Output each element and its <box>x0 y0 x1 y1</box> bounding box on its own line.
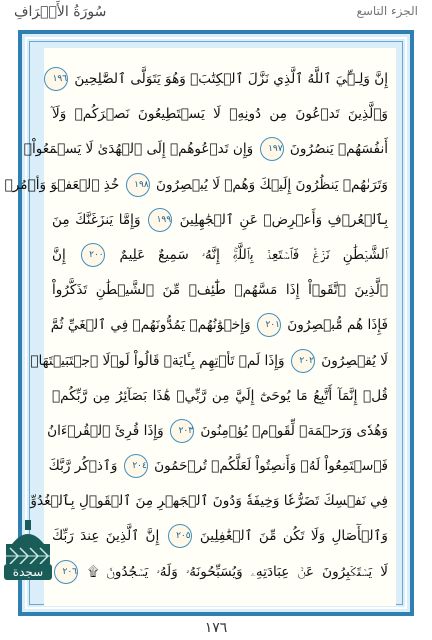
ayah-text: وَإِمَّا يَنزَغَنَّكَ مِنَ <box>52 211 141 228</box>
ayah-number-marker: ٢٠٢ <box>291 349 315 373</box>
ayah-text: ٱلشَّيۡطَٰنِ نَزۡغٞ فَٱسۡتَعِذۡ بِٱللَّهِۚ إِنَّهُۥ سَمِيعٌ عَلِيمٌ <box>119 246 388 263</box>
ayah-number-marker: ٢٠٤ <box>124 454 148 478</box>
ayah-text: وَإِن تَدۡعُوهُمۡ إِلَى ٱلۡهُدَىٰ لَا يَسۡمَعُواْۖ <box>23 141 254 158</box>
text-line <box>4 168 388 203</box>
ayah-text: وَٱلۡأٓصَالِ وَلَا تَكُن مِّنَ ٱلۡغَٰفِلِينَ <box>199 528 388 545</box>
text-line <box>48 449 388 484</box>
text-line <box>52 379 388 414</box>
text-line <box>47 414 388 449</box>
surah-name: سُورَةُ الأَعۡرَافِ <box>14 4 107 20</box>
sajda-badge <box>2 518 54 584</box>
ayah-text: وَٱلَّذِينَ تَدۡعُونَ مِن دُونِهِۦ لَا يَسۡتَطِيعُونَ نَصۡرَكُمۡ وَلَآ <box>52 106 388 123</box>
ayah-number-marker: ٢٠٣ <box>170 419 194 443</box>
ayah-text: خُذِ ٱلۡعَفۡوَ وَأۡمُرۡ <box>4 176 120 193</box>
page-header <box>0 0 432 34</box>
text-line <box>52 555 388 590</box>
ayah-text: لَا يَسۡتَكۡبِرُونَ عَنۡ عِبَادَتِهِۦ وَيُسَبِّحُونَهُۥ وَلَهُۥ يَسۡجُدُونَۤ ۩ <box>88 563 388 580</box>
ayah-number-marker: ١٩٩ <box>148 208 172 232</box>
ayah-number-marker: ٢٠٦ <box>54 560 78 584</box>
ayah-text: وَإِخۡوَٰنُهُمۡ يَمُدُّونَهُمۡ فِي ٱلۡغَيِّ ثُمَّ <box>50 317 251 334</box>
ayah-number-marker: ٢٠١ <box>257 313 281 337</box>
ayah-text: وَهُدٗى وَرَحۡمَةٞ لِّقَوۡمٖ يُؤۡمِنُونَ <box>200 422 388 439</box>
page-number: ١٧٦ <box>204 620 228 636</box>
text-line <box>30 484 388 519</box>
ayah-text: فِي نَفۡسِكَ تَضَرُّعٗا وَخِيفَةٗ وَدُونَ ٱلۡجَهۡرِ مِنَ ٱلۡقَوۡلِ بِٱلۡغُدُوِّ <box>30 493 388 510</box>
juz-name: الجزء التاسع <box>356 4 418 18</box>
text-line <box>52 97 388 132</box>
text-line <box>52 308 388 343</box>
ayah-text: إِنَّ ٱلَّذِينَ عِندَ رَبِّكَ <box>52 528 160 545</box>
ayah-text: بِٱلۡعُرۡفِ وَأَعۡرِضۡ عَنِ ٱلۡجَٰهِلِينَ <box>179 211 389 228</box>
ayah-text: وَإِذَا قُرِئَ ٱلۡقُرۡءَانُ <box>47 422 164 439</box>
text-line <box>30 344 388 379</box>
ayah-number-marker: ٢٠٥ <box>168 524 192 548</box>
text-line <box>23 132 388 167</box>
ayah-text: إِنَّ <box>52 246 66 263</box>
mosque-icon <box>2 518 54 566</box>
ayah-text: لَا يُقۡصِرُونَ <box>321 352 388 369</box>
ayah-text: أَنفُسَهُمۡ يَنصُرُونَ <box>289 141 388 158</box>
text-line <box>52 238 388 273</box>
ayah-text: ٱلَّذِينَ ٱتَّقَوۡاْ إِذَا مَسَّهُمۡ طَٰٓئِفٞ مِّنَ ٱلشَّيۡطَٰنِ تَذَكَّرُواْ <box>52 282 388 299</box>
ayah-text: وَتَرَىٰهُمۡ يَنظُرُونَ إِلَيۡكَ وَهُمۡ لَا يُبۡصِرُونَ <box>156 176 388 193</box>
ayah-number-marker: ١٩٧ <box>260 137 284 161</box>
ayah-text: فَإِذَا هُم مُّبۡصِرُونَ <box>287 317 388 334</box>
ayah-text: وَٱذۡكُر رَّبَّكَ <box>48 458 118 475</box>
ayah-text: فَٱسۡتَمِعُواْ لَهُۥ وَأَنصِتُواْ لَعَلَّكُمۡ تُرۡحَمُونَ <box>154 458 388 475</box>
ayah-text: إِنَّ وَلِـِّۧيَ ٱللَّهُ ٱلَّذِي نَزَّلَ ٱلۡكِتَٰبَۖ وَهُوَ يَتَوَلَّى ٱلصَّٰلِحِينَ <box>74 71 388 87</box>
text-line <box>52 203 388 238</box>
ayah-number-marker: ٢٠٠ <box>81 243 105 267</box>
text-line <box>52 273 388 308</box>
page-frame <box>4 30 414 616</box>
sajda-label: سجدة <box>4 564 52 580</box>
text-line <box>52 519 388 554</box>
ayah-text: قُلۡ إِنَّمَآ أَتَّبِعُ مَا يُوحَىٰٓ إِلَيَّ مِن رَّبِّيۚ هَٰذَا بَصَآئِرُ مِن رَّبِّكُمۡ <box>52 387 388 404</box>
ayah-text: وَإِذَا لَمۡ تَأۡتِهِم بِـَٔايَةٖ قَالُواْ لَوۡلَا ٱجۡتَبَيۡتَهَاۚ <box>30 352 285 369</box>
ayah-number-marker: ١٩٦ <box>44 67 68 91</box>
ayah-number-marker: ١٩٨ <box>126 173 150 197</box>
text-line <box>52 62 388 97</box>
